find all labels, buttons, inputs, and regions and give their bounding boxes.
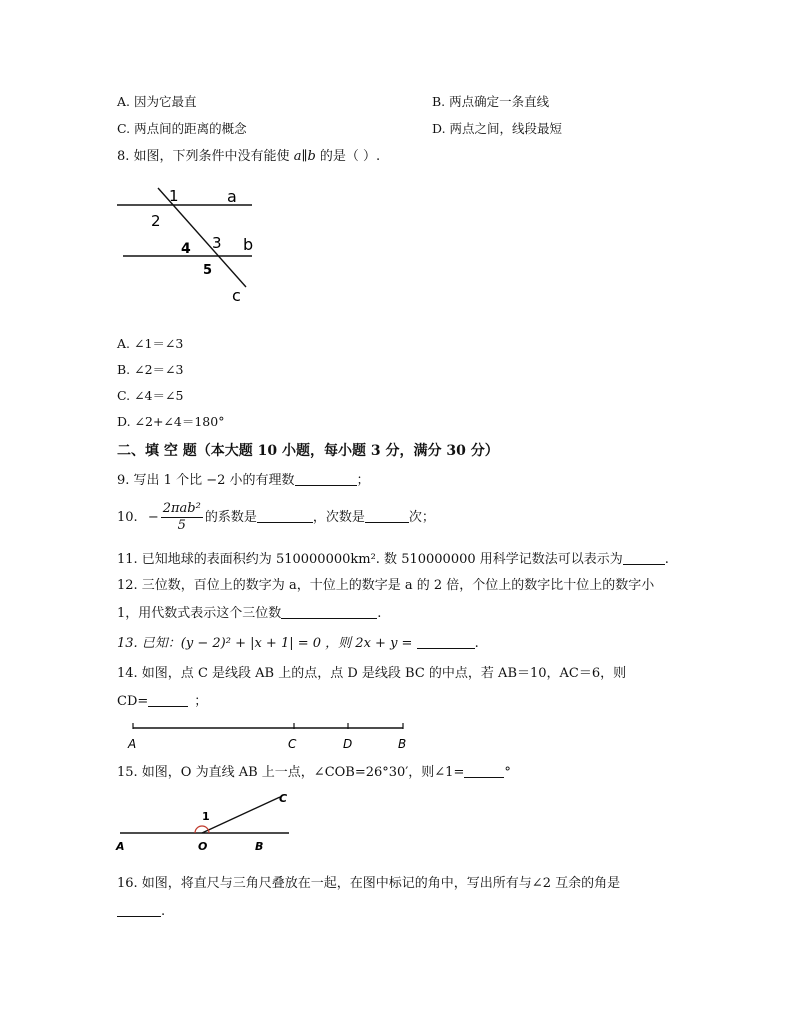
q8-option-a: A. ∠1＝∠3 [117, 336, 184, 351]
q11 [117, 550, 669, 569]
point-label-c: C [279, 792, 288, 805]
line-label-a: a [227, 187, 237, 206]
q14-line2 [117, 692, 207, 711]
q15-answer-blank [464, 763, 504, 778]
q10-coefficient-blank [257, 508, 313, 523]
q14-end: ； [194, 694, 208, 709]
q13-answer-blank [417, 634, 475, 649]
q12-line1: 12. 三位数，百位上的数字为 a，十位上的数字是 a 的 2 倍，个位上的数字比十位上的数字小 [117, 578, 655, 593]
angle-label-2: 2 [151, 212, 161, 230]
q10-degree-blank [365, 508, 409, 523]
point-label-d: D [343, 737, 353, 751]
q16-answer-blank [117, 902, 161, 917]
angle-label-4: 4 [181, 241, 191, 257]
q9 [117, 471, 370, 490]
q10-fraction-numerator: 2πab² [162, 501, 201, 516]
q9-end: ； [356, 473, 370, 488]
angle-label-1: 1 [169, 187, 179, 205]
q8-option-b: B. ∠2＝∠3 [117, 362, 184, 377]
q8-stem [117, 148, 380, 166]
q9-text: 9. 写出 1 个比 −2 小的有理数 [117, 473, 295, 488]
q11-text: 11. 已知地球的表面积约为 510000000km². 数 510000000 用科学记数法可以表示为 [117, 552, 623, 567]
q7-option-a: A. 因为它最直 [117, 94, 197, 109]
q10-number: 10. [117, 510, 138, 525]
q10-mid2: ，次数是 [312, 510, 365, 525]
q7-option-b: B. 两点确定一条直线 [432, 94, 550, 109]
q16-text: 16. 如图，将直尺与三角尺叠放在一起，在图中标记的角中，写出所有与∠2 互余的角是 [117, 876, 621, 891]
angle-1-arc [195, 826, 209, 833]
q12-line2 [117, 604, 381, 623]
q12-answer-blank [281, 604, 377, 619]
angle-label-1: 1 [202, 810, 210, 823]
q14-line1: 14. 如图，点 C 是线段 AB 上的点，点 D 是线段 BC 的中点，若 AB＝10，AC＝6，则 [117, 666, 627, 681]
q13 [117, 634, 479, 653]
section2-heading: 二、填 空 题（本大题 10 小题，每小题 3 分，满分 30 分） [117, 443, 499, 459]
point-label-a: A [116, 840, 125, 853]
point-label-o: O [198, 840, 208, 853]
q11-end: . [664, 552, 669, 567]
point-label-c: C [288, 737, 297, 751]
q12-end: . [377, 606, 382, 621]
angle-label-5: 5 [203, 263, 213, 278]
q10-mid: 的系数是 [204, 510, 257, 525]
ray-oc [202, 797, 280, 833]
q8-option-d: D. ∠2+∠4＝180° [117, 414, 225, 429]
q15-end: ° [504, 765, 511, 780]
q8-suffix: 的是（ ）. [319, 149, 381, 164]
q10-fraction [161, 501, 203, 534]
q14-answer-blank [148, 692, 188, 707]
q14-segment-figure [125, 720, 415, 754]
point-label-b: B [398, 737, 407, 751]
q15-text: 15. 如图，O 为直线 AB 上一点，∠COB=26°30′，则∠1= [117, 765, 465, 780]
q15 [117, 763, 511, 782]
q7-option-c: C. 两点间的距离的概念 [117, 121, 247, 136]
angle-label-3: 3 [212, 234, 222, 252]
q16-line2 [117, 902, 165, 921]
q10-fraction-denominator: 5 [177, 518, 186, 533]
q10-minus: − [147, 510, 159, 525]
q16-end: . [161, 904, 166, 919]
line-label-c: c [232, 286, 241, 305]
q14-line2-text: CD= [117, 694, 149, 709]
q8-option-c: C. ∠4＝∠5 [117, 388, 184, 403]
q13-end: . [474, 636, 479, 651]
q10-end: 次； [408, 510, 435, 525]
q7-option-d: D. 两点之间，线段最短 [432, 121, 563, 136]
q11-answer-blank [623, 550, 665, 565]
q13-text: 13. 已知：(y − 2)² + |x + 1| = 0 ，则 2x + y = [117, 636, 417, 651]
line-label-b: b [243, 235, 254, 254]
q8-condition: a∥b [293, 149, 316, 164]
point-label-a: A [128, 737, 137, 751]
q9-answer-blank [295, 471, 357, 486]
q15-angle-figure [112, 789, 302, 855]
point-label-b: B [255, 840, 264, 853]
q8-parallel-lines-figure [110, 183, 280, 308]
q12-line2-text: 1，用代数式表示这个三位数 [117, 606, 282, 621]
q8-prefix: 8. 如图，下列条件中没有能使 [117, 149, 290, 164]
q10 [117, 500, 435, 536]
